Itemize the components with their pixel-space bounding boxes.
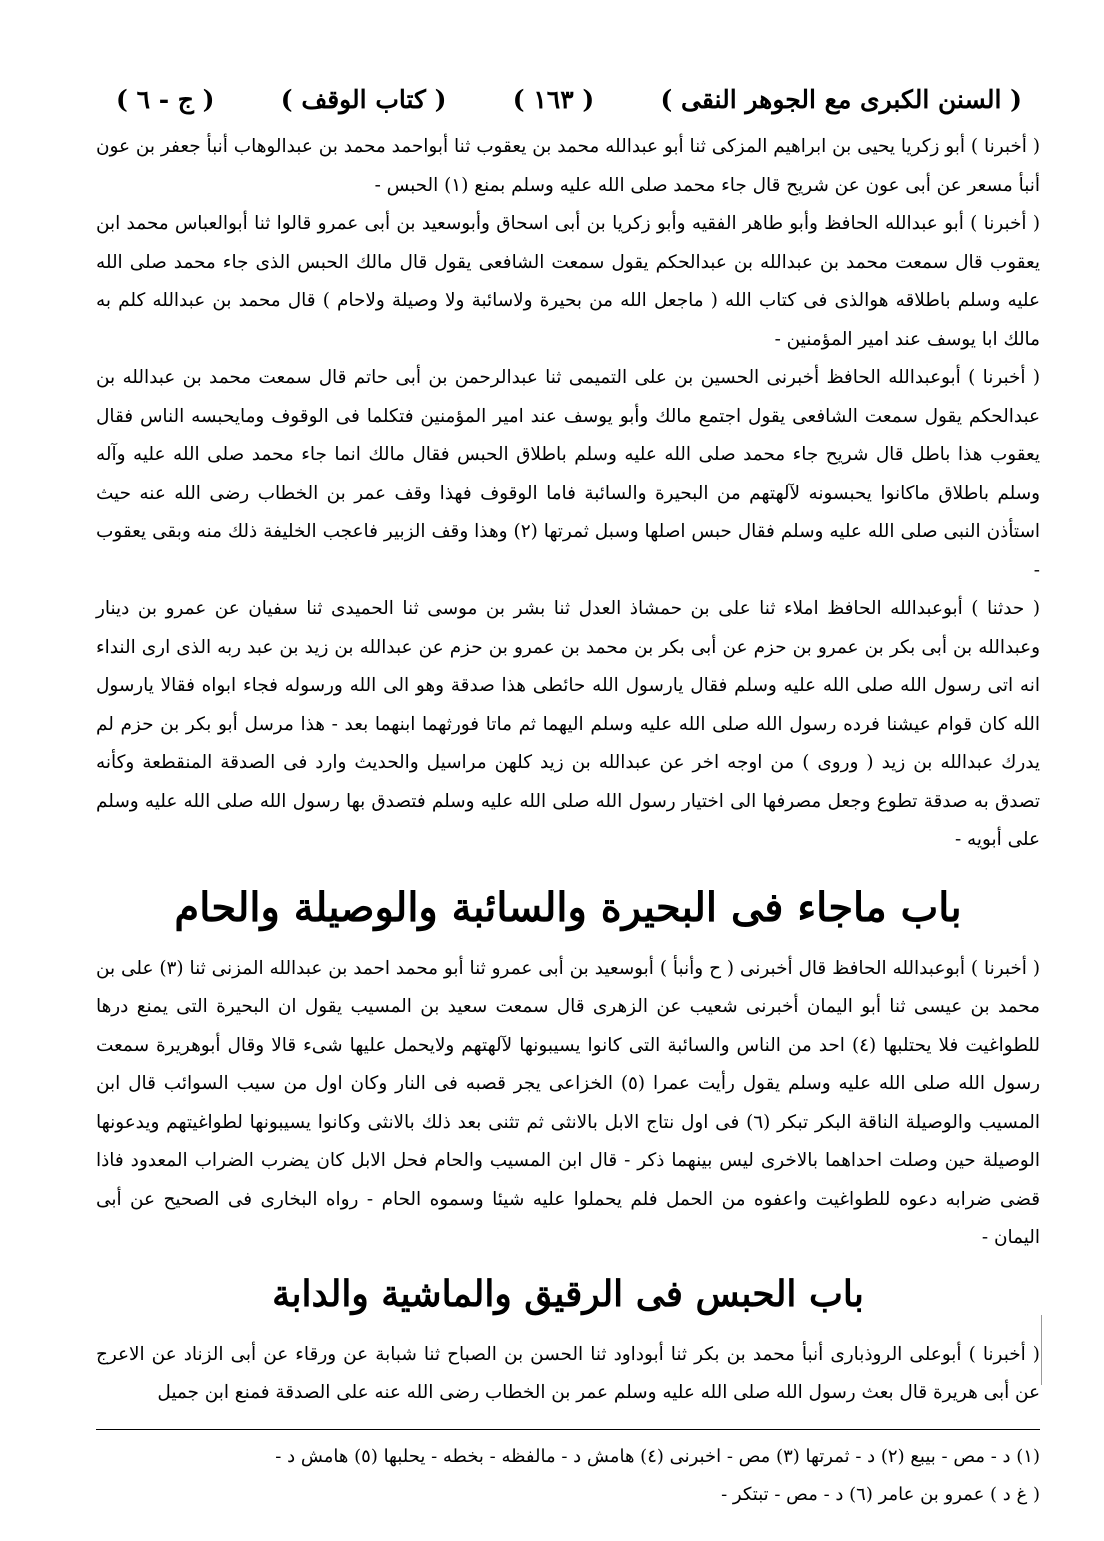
section-title-1: باب ماجاء فى البحيرة والسائبة والوصيلة والحام bbox=[174, 883, 962, 931]
footnote-divider bbox=[96, 1429, 1040, 1430]
section-title-2: باب الحبس فى الرقيق والماشية والدابة bbox=[272, 1272, 864, 1315]
footnote-line-2: ( غ د ) عمرو بن عامر (٦) د - مص - تبتكر - bbox=[721, 1483, 1040, 1505]
paragraph-3: ( أخبرنا ) أبوعبدالله الحافظ أخبرنى الحسين بن على التميمى ثنا عبدالرحمن بن أبى حاتم قال سمعت محمد بن عبدالله بن عبدالحكم يقول سمعت الشافعى يقول اجتمع مالك وأبو يوسف عند امير المؤمنين فتكلما فى الوقوف ومايحبسه الناس فقال يعقوب هذا باطل قال شريح جاء محمد صلى الله عليه وسلم باطلاق الحبس فقال مالك انما جاء محمد صلى الله عليه وآله وسلم باطلاق ماكانوا يحبسونه لآلهتهم من البحيرة والسائبة فاما الوقوف فهذا وقف عمر بن الخطاب رضى الله عنه حيث استأذن النبى صلى الله عليه وسلم فقال حبس اصلها وسبل ثمرتها (٢) وهذا وقف الزبير فاعجب الخليفة ذلك منه وبقى يعقوب - bbox=[96, 367, 1040, 581]
paragraph-1: ( أخبرنا ) أبو زكريا يحيى بن ابراهيم المزكى ثنا أبو عبدالله محمد بن يعقوب ثنا أبواحمد محمد بن عبدالوهاب أنبأ جعفر بن عون أنبأ مسعر عن أبى عون عن شريح قال جاء محمد صلى الله عليه وسلم بمنع (١) الحبس - bbox=[96, 136, 1040, 196]
page-edge-mark bbox=[1039, 1315, 1042, 1385]
volume-number: ( ج - ٦ ) bbox=[116, 84, 215, 114]
paragraph-4: ( حدثنا ) أبوعبدالله الحافظ املاء ثنا على بن حمشاذ العدل ثنا بشر بن موسى ثنا الحميدى ثنا سفيان عن عمرو بن دينار وعبدالله بن أبى بكر بن عمرو بن حزم عن أبى بكر بن محمد بن عمرو بن حزم عن عبدالله بن زيد بن عبد ربه الذى ارى النداء انه اتى رسول الله صلى الله عليه وسلم فقال يارسول الله حائطى هذا صدقة وهو الى الله ورسوله فجاء ابواه فقالا يارسول الله كان قوام عيشنا فرده رسول الله صلى الله عليه وسلم اليهما ثم ماتا فورثهما ابنهما بعد - هذا مرسل أبو بكر بن حزم لم يدرك عبدالله بن زيد ( وروى ) من اوجه اخر عن عبدالله بن زيد كلهن مراسيل والحديث وارد فى الصدقة المنقطعة وكأنه تصدق به صدقة تطوع وجعل مصرفها الى اختيار رسول الله صلى الله عليه وسلم فتصدق بها رسول الله صلى الله عليه وسلم على أبويه - bbox=[96, 598, 1040, 850]
chapter-title: ( كتاب الوقف ) bbox=[280, 84, 447, 114]
footnote-line-1: (١) د - مص - بيبع (٢) د - ثمرتها (٣) مص - اخبرنى (٤) هامش د - مالفظه - بخطه - يحلبها (٥) هامش د - bbox=[275, 1445, 1040, 1467]
section-2-text: ( أخبرنا ) أبوعلى الروذبارى أنبأ محمد بن بكر ثنا أبوداود ثنا الحسن بن الصباح ثنا شبابة عن ورقاء عن أبى الزناد عن الاعرج عن أبى هريرة قال بعث رسول الله صلى الله عليه وسلم عمر بن الخطاب رضى الله عنه على الصدقة فمنع ابن جميل bbox=[96, 1343, 1040, 1403]
book-title: ( السنن الكبرى مع الجوهر النقى ) bbox=[660, 84, 1022, 114]
page-number: ( ١٦٣ ) bbox=[512, 84, 595, 114]
page bbox=[96, 78, 1040, 1518]
paragraph-2: ( أخبرنا ) أبو عبدالله الحافظ وأبو طاهر الفقيه وأبو زكريا بن أبى اسحاق وأبوسعيد بن أبى عمرو قالوا ثنا أبوالعباس محمد ابن يعقوب قال سمعت محمد بن عبدالله بن عبدالحكم يقول سمعت الشافعى يقول قال مالك الحبس الذى جاء محمد صلى الله عليه وسلم باطلاقه هوالذى فى كتاب الله ( ماجعل الله من بحيرة ولاسائبة ولا وصيلة ولاحام ) قال محمد بن عبدالله كلم به مالك ابا يوسف عند امير المؤمنين - bbox=[96, 213, 1040, 350]
page-header bbox=[96, 78, 1040, 120]
section-1-text: ( أخبرنا ) أبوعبدالله الحافظ قال أخبرنى ( ح وأنبأ ) أبوسعيد بن أبى عمرو ثنا أبو محمد احمد بن عبدالله المزنى ثنا (٣) على بن محمد بن عيسى ثنا أبو اليمان أخبرنى شعيب عن الزهرى قال سمعت سعيد بن المسيب يقول ان البحيرة التى يمنع درها للطواغيت فلا يحتلبها (٤) احد من الناس والسائبة التى كانوا يسيبونها لآلهتهم ولايحمل عليها شىء قالا وقال أبوهريرة سمعت رسول الله صلى الله عليه وسلم يقول رأيت عمرا (٥) الخزاعى يجر قصبه فى النار وكان اول من سيب السوائب قال ابن المسيب والوصيلة الناقة البكر تبكر (٦) فى اول نتاج الابل بالانثى ثم تثنى بعد ذلك بالانثى وكانوا يسيبونها لطواغيتهم ويدعونها الوصيلة حين وصلت احداهما بالاخرى ليس بينهما ذكر - قال ابن المسيب والحام فحل الابل كان يضرب الضراب المعدود فاذا قضى ضرابه دعوه للطواغيت واعفوه من الحمل فلم يحملوا عليه شيئا وسموه الحام - رواه البخارى فى الصحيح عن أبى اليمان - bbox=[96, 957, 1040, 1248]
